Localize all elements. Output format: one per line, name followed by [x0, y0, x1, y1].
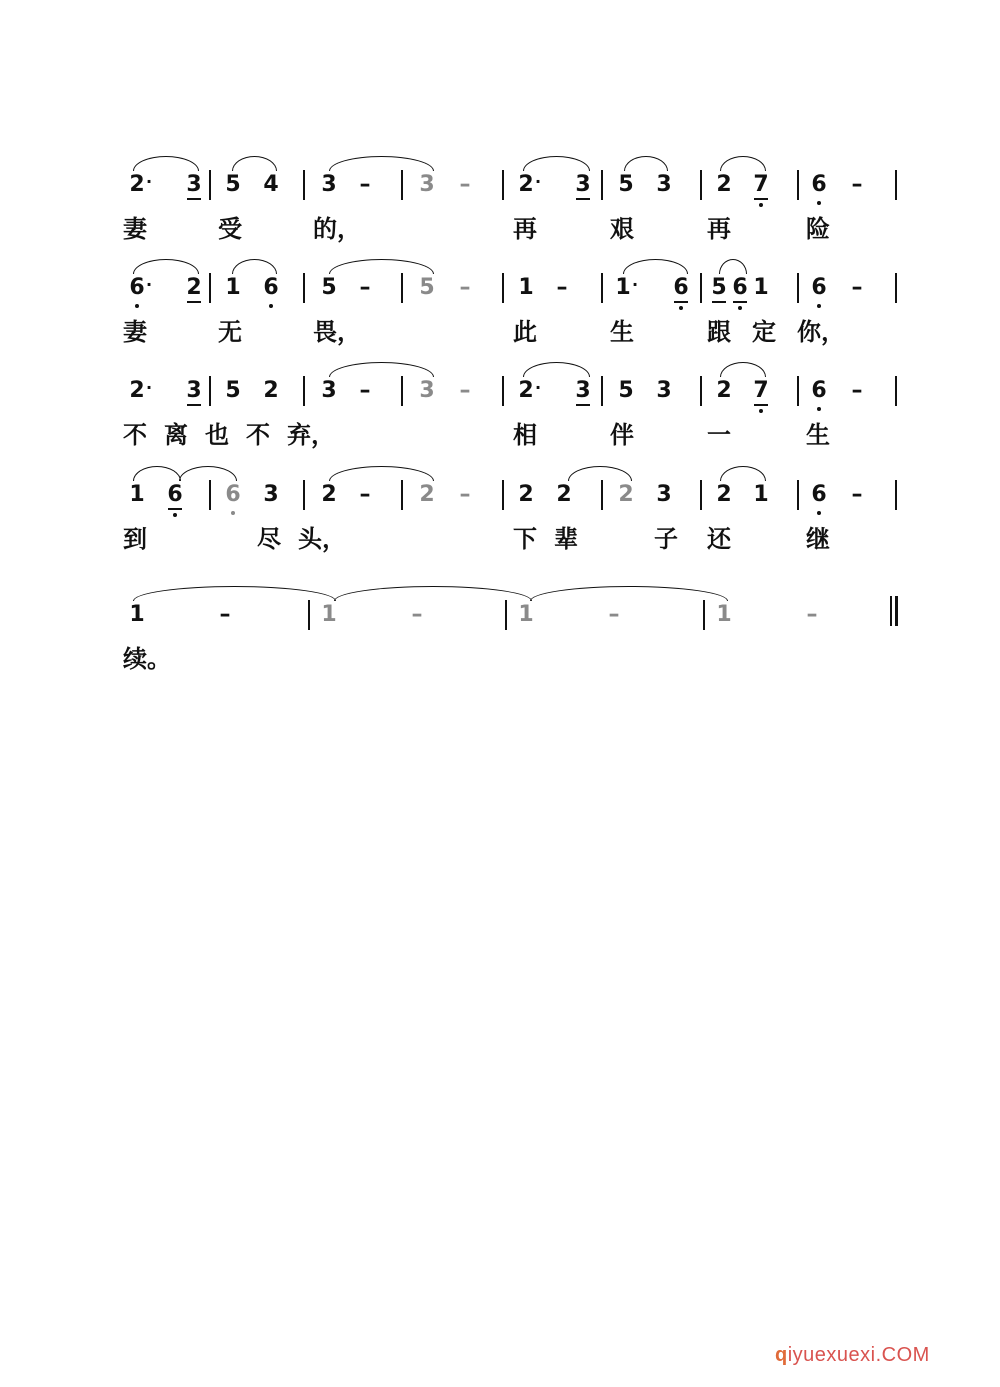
augmentation-dot: ·: [146, 172, 153, 191]
note: [515, 604, 537, 626]
augmentation-dot: ·: [535, 378, 542, 397]
note-digit: 2: [716, 482, 732, 507]
note-digit: 5: [711, 275, 727, 300]
bar-line: [700, 480, 702, 510]
slur-arc: [133, 466, 181, 481]
note: [354, 174, 376, 196]
note: [183, 380, 205, 402]
note: [318, 380, 340, 402]
bar-line: [401, 273, 403, 303]
slur-arc: [623, 259, 688, 274]
bar-line: [895, 480, 897, 510]
note-digit: 6: [263, 275, 279, 300]
slur-arc: [133, 156, 199, 171]
note: [713, 380, 735, 402]
bar-line: [601, 273, 603, 303]
note-digit: 2: [321, 482, 337, 507]
octave-dot-below: [817, 511, 821, 515]
note-digit: 3: [575, 378, 591, 403]
octave-dot-below: [231, 511, 235, 515]
note-digit: 2: [518, 172, 534, 197]
augmentation-dot: ·: [146, 378, 153, 397]
note-digit: 5: [321, 275, 337, 300]
note-digit: 2: [419, 482, 435, 507]
note-digit: 6: [811, 482, 827, 507]
lyric-text: 继: [806, 524, 830, 553]
lyric-text: 不: [123, 420, 147, 449]
note: [454, 277, 476, 299]
note: [808, 484, 830, 506]
bar-line: [601, 376, 603, 406]
note: [260, 174, 282, 196]
note-digit: –: [219, 602, 231, 627]
bar-line: [700, 170, 702, 200]
note-digit: 5: [618, 378, 634, 403]
watermark-logo: q: [775, 1344, 788, 1366]
note: [653, 174, 675, 196]
note-digit: 6: [225, 482, 241, 507]
note-digit: –: [851, 172, 863, 197]
note: [416, 380, 438, 402]
underline-beam: [187, 301, 201, 303]
lyric-text: 也: [205, 420, 229, 449]
note-digit: –: [851, 275, 863, 300]
note: [183, 277, 205, 299]
lyric-text: 辈: [554, 524, 578, 553]
note: [260, 380, 282, 402]
note-digit: 2: [618, 482, 634, 507]
note: [126, 380, 148, 402]
note: [183, 174, 205, 196]
lyric-text: 再: [707, 214, 731, 243]
note-digit: 6: [732, 275, 748, 300]
note-digit: 6: [811, 275, 827, 300]
note-digit: 1: [129, 602, 145, 627]
slur-arc: [720, 362, 766, 377]
note-digit: 2: [263, 378, 279, 403]
note: [214, 604, 236, 626]
note-digit: 3: [656, 482, 672, 507]
lyric-text: 的，: [313, 214, 361, 243]
note: [454, 484, 476, 506]
note-digit: –: [806, 602, 818, 627]
note: [318, 174, 340, 196]
bar-line: [209, 170, 211, 200]
note: [653, 484, 675, 506]
underline-beam: [733, 301, 747, 303]
note-digit: 2: [129, 172, 145, 197]
note: [164, 484, 186, 506]
note: [750, 174, 772, 196]
note: [713, 604, 735, 626]
bar-line: [502, 273, 504, 303]
lyric-text: 生: [806, 420, 830, 449]
lyric-text: 你，: [797, 317, 845, 346]
note-digit: 2: [186, 275, 202, 300]
note-digit: 3: [321, 172, 337, 197]
octave-dot-below: [817, 201, 821, 205]
slur-arc: [568, 466, 632, 481]
note-digit: 6: [811, 172, 827, 197]
lyric-text: 子: [654, 524, 678, 553]
note: [318, 277, 340, 299]
underline-beam: [712, 301, 726, 303]
octave-dot-below: [679, 306, 683, 310]
underline-beam: [187, 198, 201, 200]
bar-line: [303, 480, 305, 510]
note: [222, 277, 244, 299]
note-digit: 2: [518, 482, 534, 507]
note-digit: –: [459, 275, 471, 300]
lyric-text: 下: [513, 524, 537, 553]
note-digit: 1: [716, 602, 732, 627]
note-digit: –: [359, 172, 371, 197]
lyric-text: 妻: [123, 214, 147, 243]
note: [750, 277, 772, 299]
bar-line: [895, 273, 897, 303]
note: [406, 604, 428, 626]
note-digit: –: [411, 602, 423, 627]
lyric-text: 续。: [123, 644, 171, 673]
lyric-text: 此: [513, 317, 537, 346]
note: [572, 174, 594, 196]
note-digit: –: [851, 378, 863, 403]
slur-arc: [179, 466, 237, 481]
note: [708, 277, 730, 299]
note-digit: 1: [518, 275, 534, 300]
underline-beam: [187, 404, 201, 406]
note: [222, 380, 244, 402]
note-digit: 1: [225, 275, 241, 300]
lyric-text: 畏，: [313, 317, 361, 346]
note-digit: 3: [656, 378, 672, 403]
octave-dot-below: [135, 304, 139, 308]
bar-line: [209, 273, 211, 303]
note: [750, 380, 772, 402]
note: [515, 380, 537, 402]
note-digit: 2: [129, 378, 145, 403]
note: [808, 174, 830, 196]
note-digit: 3: [419, 172, 435, 197]
note-digit: –: [608, 602, 620, 627]
octave-dot-below: [817, 407, 821, 411]
bar-line: [502, 376, 504, 406]
note: [612, 277, 634, 299]
lyric-text: 不: [246, 420, 270, 449]
note-digit: 3: [186, 172, 202, 197]
lyric-text: 险: [806, 214, 830, 243]
note-digit: –: [459, 378, 471, 403]
octave-dot-below: [173, 513, 177, 517]
lyric-text: 头，: [298, 524, 346, 553]
note: [416, 277, 438, 299]
bar-line: [502, 170, 504, 200]
note: [222, 484, 244, 506]
augmentation-dot: ·: [632, 275, 639, 294]
note-digit: 2: [716, 378, 732, 403]
note-digit: 2: [556, 482, 572, 507]
note: [615, 484, 637, 506]
lyric-text: 再: [513, 214, 537, 243]
bar-line: [601, 170, 603, 200]
slur-arc: [329, 362, 434, 377]
note-digit: –: [459, 482, 471, 507]
note: [713, 174, 735, 196]
slur-arc: [232, 259, 277, 274]
bar-line: [401, 480, 403, 510]
lyric-text: 艰: [610, 214, 634, 243]
octave-dot-below: [817, 304, 821, 308]
slur-arc: [329, 156, 434, 171]
note: [846, 484, 868, 506]
note-digit: 3: [321, 378, 337, 403]
note: [808, 380, 830, 402]
slur-arc: [232, 156, 277, 171]
underline-beam: [576, 198, 590, 200]
underline-beam: [754, 198, 768, 200]
bar-line: [797, 170, 799, 200]
bar-line: [895, 170, 897, 200]
note: [603, 604, 625, 626]
note: [416, 484, 438, 506]
bar-line: [797, 376, 799, 406]
slur-arc: [133, 259, 199, 274]
note: [416, 174, 438, 196]
note: [653, 380, 675, 402]
note: [808, 277, 830, 299]
bar-line: [401, 376, 403, 406]
note: [318, 484, 340, 506]
note-digit: –: [556, 275, 568, 300]
octave-dot-below: [269, 304, 273, 308]
note: [126, 604, 148, 626]
bar-line: [209, 376, 211, 406]
note-digit: –: [851, 482, 863, 507]
underline-beam: [754, 404, 768, 406]
final-double-bar: [890, 596, 892, 626]
lyric-text: 伴: [610, 420, 634, 449]
note: [615, 380, 637, 402]
note: [354, 484, 376, 506]
note: [454, 174, 476, 196]
site-watermark: [775, 1344, 930, 1367]
bar-line: [502, 480, 504, 510]
bar-line: [601, 480, 603, 510]
underline-beam: [674, 301, 688, 303]
note: [354, 277, 376, 299]
note-digit: 1: [615, 275, 631, 300]
note: [615, 174, 637, 196]
slur-arc: [329, 466, 434, 481]
note: [454, 380, 476, 402]
note-digit: 1: [518, 602, 534, 627]
slur-arc: [133, 586, 336, 601]
note: [126, 484, 148, 506]
bar-line: [303, 273, 305, 303]
bar-line: [700, 273, 702, 303]
augmentation-dot: ·: [535, 172, 542, 191]
note: [750, 484, 772, 506]
note-digit: 6: [673, 275, 689, 300]
slur-arc: [720, 156, 766, 171]
lyric-text: 跟: [707, 317, 731, 346]
note: [515, 484, 537, 506]
lyric-text: 妻: [123, 317, 147, 346]
lyric-text: 离: [164, 420, 188, 449]
note-digit: 4: [263, 172, 279, 197]
slur-arc: [719, 259, 747, 274]
bar-line: [308, 600, 310, 630]
lyric-text: 相: [513, 420, 537, 449]
underline-beam: [576, 404, 590, 406]
octave-dot-below: [759, 203, 763, 207]
note-digit: 6: [167, 482, 183, 507]
slur-arc: [530, 586, 728, 601]
note-digit: 7: [753, 378, 769, 403]
note: [515, 174, 537, 196]
lyric-text: 弃，: [287, 420, 335, 449]
slur-arc: [334, 586, 532, 601]
note-digit: 5: [419, 275, 435, 300]
bar-line: [505, 600, 507, 630]
note-digit: –: [359, 275, 371, 300]
lyric-text: 生: [610, 317, 634, 346]
note: [551, 277, 573, 299]
bar-line: [703, 600, 705, 630]
bar-line: [895, 376, 897, 406]
note: [670, 277, 692, 299]
note: [222, 174, 244, 196]
lyric-text: 受: [218, 214, 242, 243]
octave-dot-below: [759, 409, 763, 413]
note-digit: 2: [518, 378, 534, 403]
note: [318, 604, 340, 626]
lyric-text: 定: [752, 317, 776, 346]
slur-arc: [720, 466, 766, 481]
slur-arc: [624, 156, 668, 171]
note-digit: 3: [186, 378, 202, 403]
note: [729, 277, 751, 299]
bar-line: [209, 480, 211, 510]
augmentation-dot: ·: [146, 275, 153, 294]
slur-arc: [523, 362, 590, 377]
octave-dot-below: [738, 306, 742, 310]
note-digit: 6: [811, 378, 827, 403]
slur-arc: [329, 259, 434, 274]
note-digit: 1: [753, 275, 769, 300]
note: [572, 380, 594, 402]
bar-line: [797, 480, 799, 510]
note: [260, 484, 282, 506]
underline-beam: [168, 508, 182, 510]
bar-line: [797, 273, 799, 303]
lyric-text: 一: [707, 420, 731, 449]
note-digit: 5: [618, 172, 634, 197]
lyric-text: 无: [218, 317, 242, 346]
final-double-bar: [895, 596, 898, 626]
note: [126, 277, 148, 299]
note-digit: 1: [321, 602, 337, 627]
note-digit: 1: [753, 482, 769, 507]
bar-line: [401, 170, 403, 200]
note: [354, 380, 376, 402]
bar-line: [700, 376, 702, 406]
lyric-text: 到: [123, 524, 147, 553]
note-digit: 3: [575, 172, 591, 197]
note-digit: –: [359, 482, 371, 507]
note: [713, 484, 735, 506]
note-digit: 1: [129, 482, 145, 507]
lyric-text: 尽: [257, 524, 281, 553]
note: [260, 277, 282, 299]
note-digit: –: [459, 172, 471, 197]
note: [553, 484, 575, 506]
bar-line: [303, 170, 305, 200]
note-digit: 2: [716, 172, 732, 197]
note: [846, 380, 868, 402]
slur-arc: [523, 156, 590, 171]
note-digit: 3: [656, 172, 672, 197]
note: [801, 604, 823, 626]
note-digit: 3: [419, 378, 435, 403]
note-digit: 5: [225, 378, 241, 403]
watermark-text: iyuexuexi.COM: [787, 1344, 930, 1366]
note: [515, 277, 537, 299]
note: [846, 277, 868, 299]
note-digit: 3: [263, 482, 279, 507]
note: [126, 174, 148, 196]
note-digit: –: [359, 378, 371, 403]
note-digit: 6: [129, 275, 145, 300]
lyric-text: 还: [707, 524, 731, 553]
note: [846, 174, 868, 196]
note-digit: 5: [225, 172, 241, 197]
bar-line: [303, 376, 305, 406]
note-digit: 7: [753, 172, 769, 197]
